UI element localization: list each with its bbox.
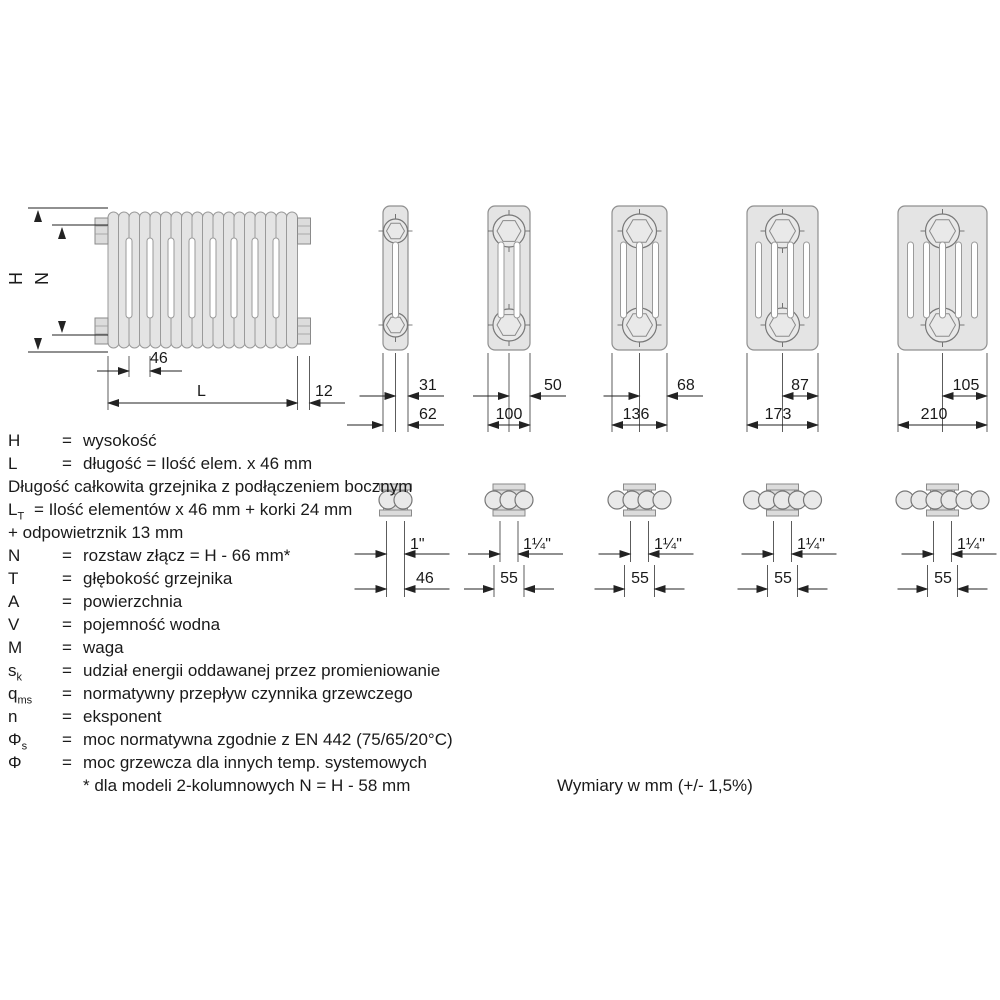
legend-row-flow-rate: $q_{ms}$ = normatywny przepływ czynnika grzewczego bbox=[8, 684, 413, 707]
legend-symbol: H bbox=[8, 431, 21, 450]
radiator-front-view bbox=[95, 212, 311, 348]
dim-label-depth-4col: 136 bbox=[622, 406, 650, 423]
dim-label-height: H bbox=[6, 272, 26, 285]
legend-row-total-length-formula: $L_T$ = Ilość elementów x 46 mm + korki 24 mm bbox=[8, 500, 353, 523]
legend-row-radiation-share: $s_k$ = udział energii oddawanej przez promieniowanie bbox=[8, 661, 441, 684]
dim-label-side-connection: 12 bbox=[315, 383, 333, 400]
legend-row-heating-power: Φ = moc grzewcza dla innych temp. systemowych bbox=[8, 753, 453, 776]
cross-section-view-3col bbox=[473, 206, 566, 432]
legend-row-nominal-power: $\Phi_s$ = moc normatywna zgodnie z EN 442 (75/65/20°C) bbox=[8, 730, 453, 753]
symbol-legend bbox=[8, 431, 453, 799]
cross-section-view-2col bbox=[347, 206, 444, 432]
legend-row-length: L = długość = Ilość elem. x 46 mm bbox=[8, 454, 453, 477]
legend-row-total-length-note: Długość całkowita grzejnika z podłączeniem bocznym bbox=[8, 477, 413, 496]
dim-label-depth-3col: 100 bbox=[495, 406, 523, 423]
cross-section-view-4col bbox=[604, 206, 704, 432]
legend-symbol: $L_T$ bbox=[8, 500, 25, 523]
cross-section-view-6col bbox=[898, 206, 987, 432]
legend-symbol: Φ bbox=[8, 753, 22, 772]
dim-label-depth-half-6col: 105 bbox=[952, 377, 980, 394]
legend-symbol: T bbox=[8, 569, 19, 588]
dim-label-depth-half-4col: 68 bbox=[677, 377, 695, 394]
legend-row-water-capacity: V = pojemność wodna bbox=[8, 615, 453, 638]
dim-label-thread-6col: 1¼" bbox=[957, 536, 985, 553]
dim-label-hub-width-2col: 46 bbox=[416, 570, 434, 587]
dim-label-pitch: N bbox=[32, 272, 52, 285]
legend-row-exponent: n = eksponent bbox=[8, 707, 453, 730]
legend-symbol: M bbox=[8, 638, 23, 657]
dim-label-hub-width-5col: 55 bbox=[774, 570, 792, 587]
legend-symbol: $q_{ms}$ bbox=[8, 684, 33, 707]
legend-row-pitch: N = rozstaw złącz = H - 66 mm* bbox=[8, 546, 453, 569]
cross-section-view-5col bbox=[747, 206, 818, 432]
dim-label-depth-half-3col: 50 bbox=[544, 377, 562, 394]
dim-label-depth-half-2col: 31 bbox=[419, 377, 437, 394]
legend-row-footnote: * dla modeli 2-kolumnowych N = H - 58 mm bbox=[83, 776, 411, 795]
dim-label-depth-2col: 62 bbox=[419, 406, 437, 423]
dim-label-hub-width-6col: 55 bbox=[934, 570, 952, 587]
legend-row-height: H = wysokość bbox=[8, 431, 453, 454]
legend-row-weight: M = waga bbox=[8, 638, 453, 661]
legend-row-depth: T = głębokość grzejnika bbox=[8, 569, 453, 592]
dim-label-depth-6col: 210 bbox=[920, 406, 948, 423]
dim-label-depth-5col: 173 bbox=[764, 406, 792, 423]
legend-symbol: L bbox=[8, 454, 18, 473]
dim-label-hub-width-3col: 55 bbox=[500, 570, 518, 587]
legend-symbol: A bbox=[8, 592, 20, 611]
dim-label-depth-half-5col: 87 bbox=[791, 377, 809, 394]
legend-row-air-vent: + odpowietrznik 13 mm bbox=[8, 523, 184, 542]
dimension-note: Wymiary w mm (+/- 1,5%) bbox=[557, 776, 753, 795]
dim-label-element-width: 46 bbox=[150, 350, 168, 367]
dim-label-thread-2col: 1" bbox=[410, 536, 425, 553]
legend-row-area: A = powierzchnia bbox=[8, 592, 453, 615]
legend-symbol: n bbox=[8, 707, 18, 726]
dim-label-thread-4col: 1¼" bbox=[654, 536, 682, 553]
legend-symbol: N bbox=[8, 546, 21, 565]
dim-label-thread-3col: 1¼" bbox=[523, 536, 551, 553]
dim-label-thread-5col: 1¼" bbox=[797, 536, 825, 553]
legend-symbol: $\Phi_s$ bbox=[8, 730, 28, 753]
legend-symbol: V bbox=[8, 615, 20, 634]
legend-symbol: $s_k$ bbox=[8, 661, 22, 684]
dim-label-length: L bbox=[197, 383, 206, 400]
dim-label-hub-width-4col: 55 bbox=[631, 570, 649, 587]
